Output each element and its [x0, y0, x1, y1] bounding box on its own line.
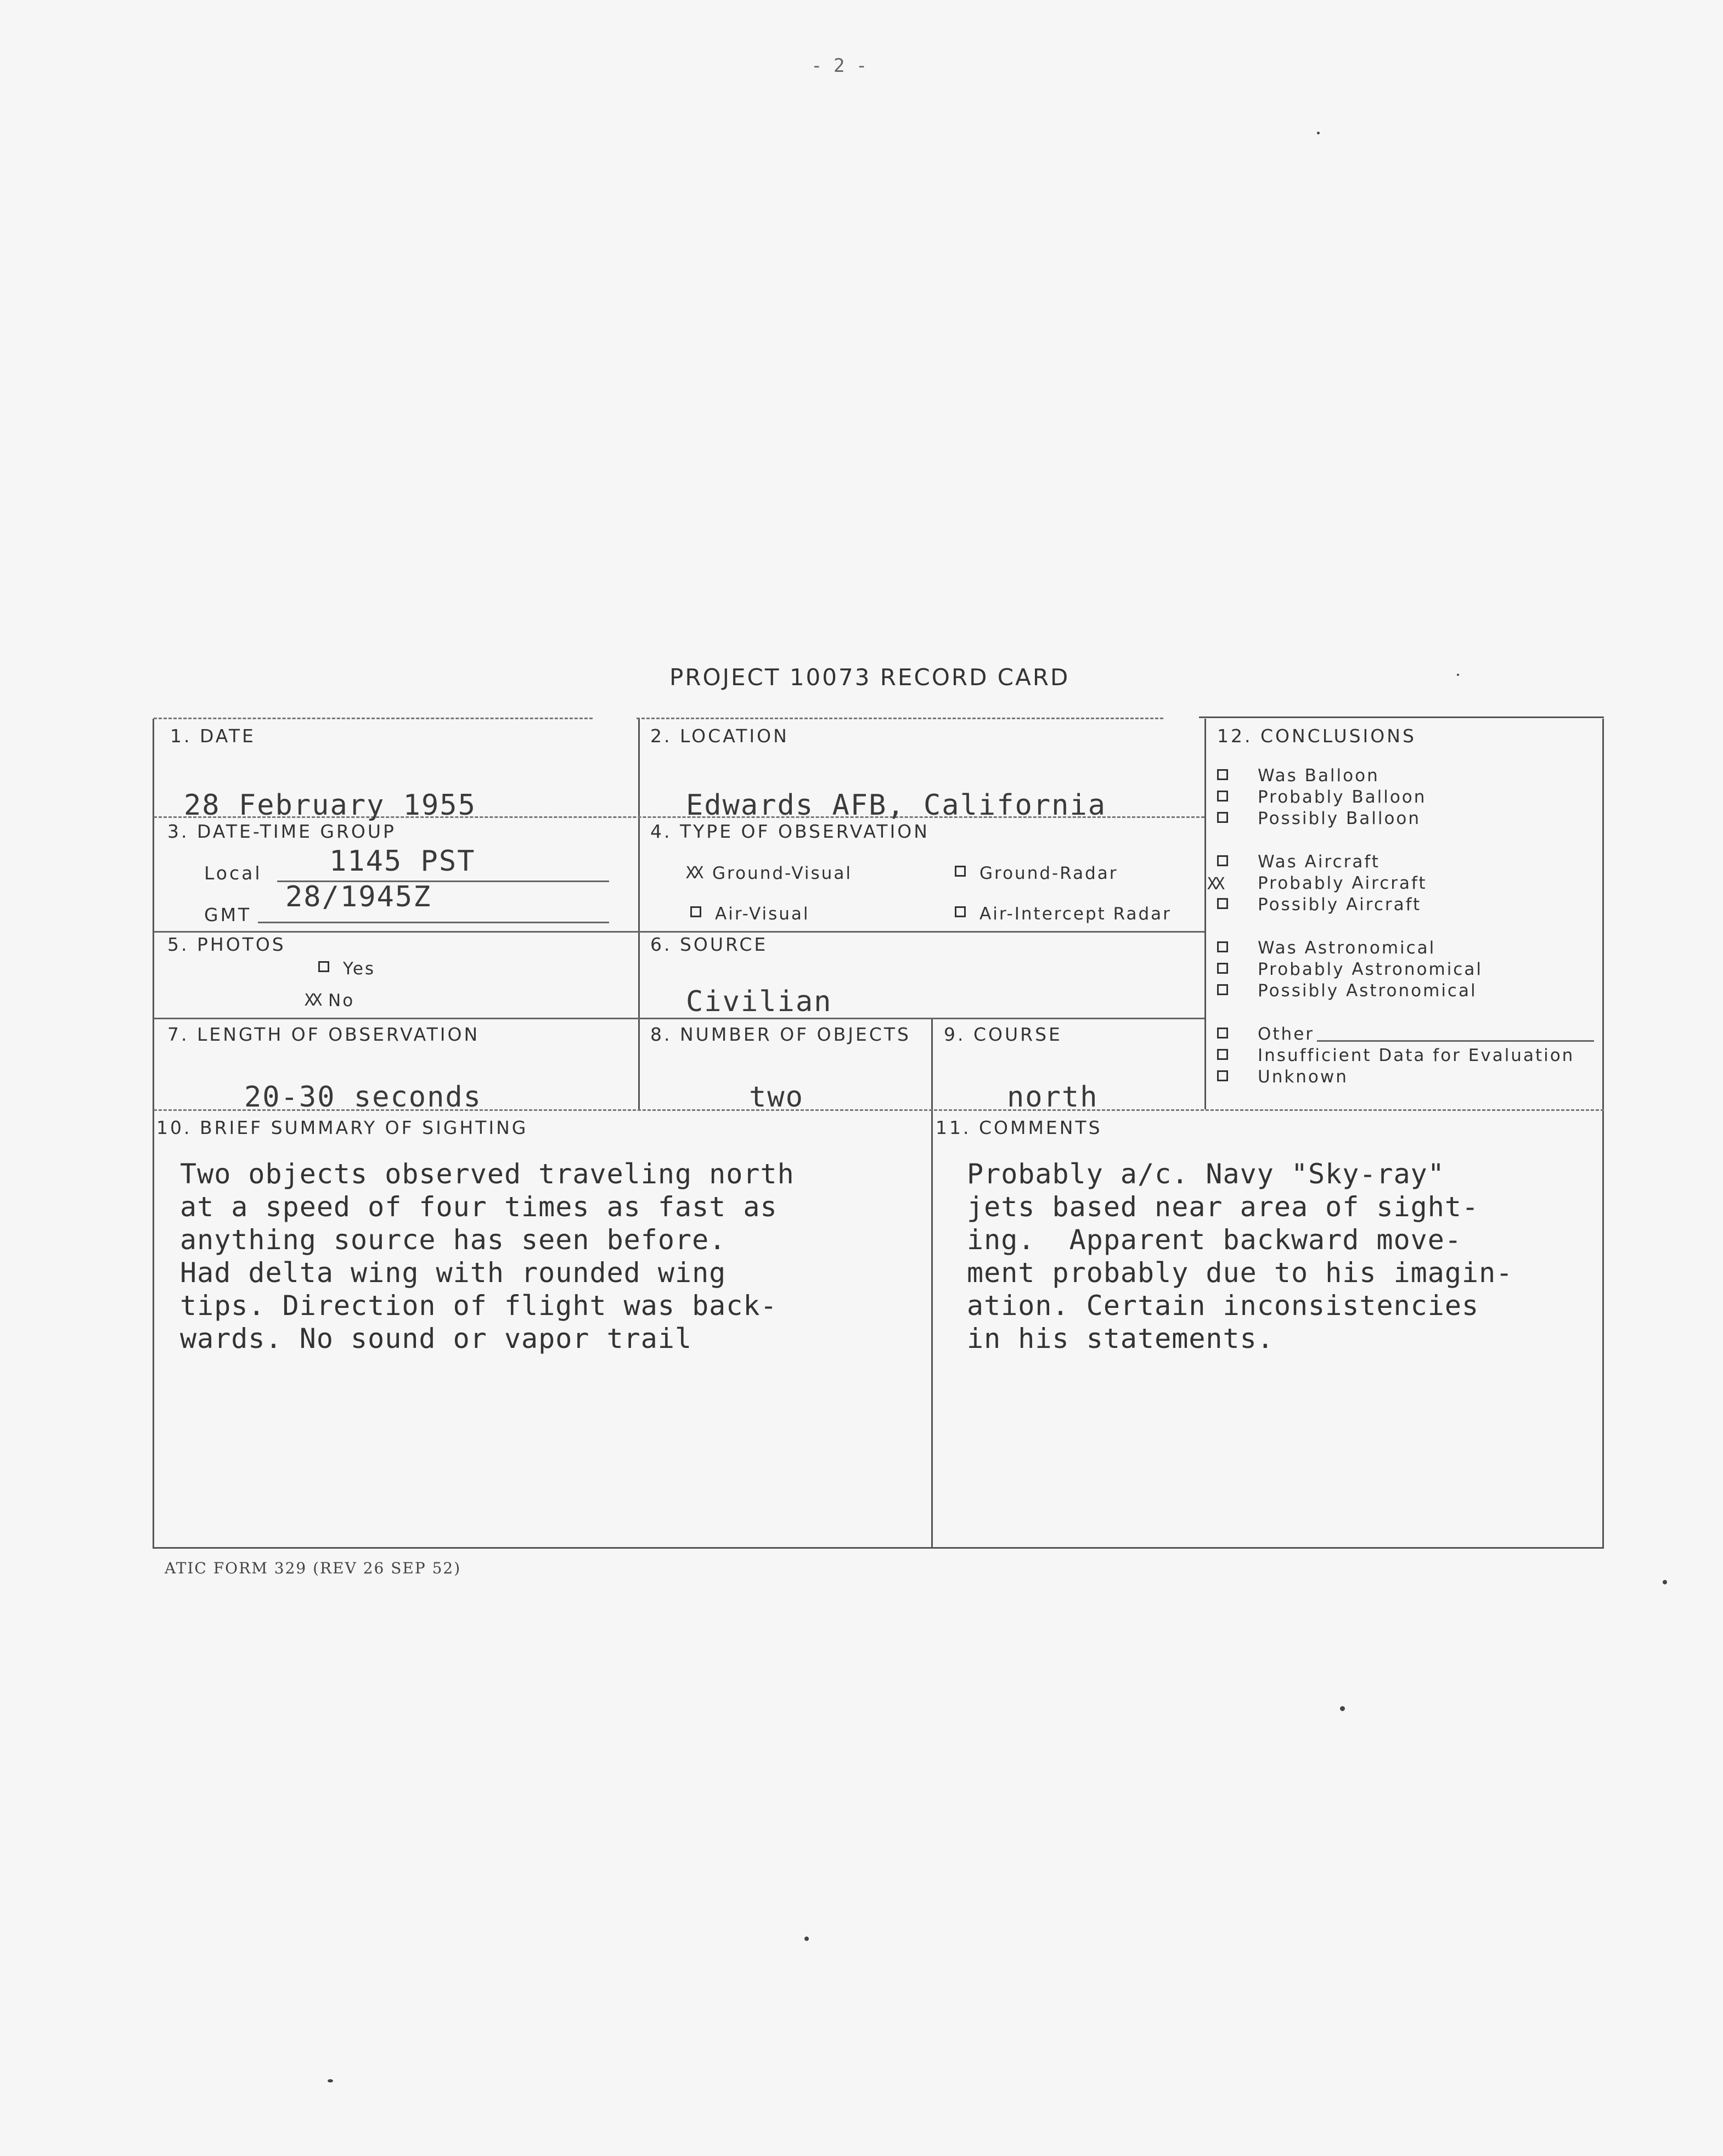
- air-visual-checkbox: [690, 906, 701, 917]
- length-value: 20-30 seconds: [244, 1081, 482, 1114]
- conclusion-checkbox: [1217, 812, 1228, 823]
- conclusion-possibly-aircraft: Possibly Aircraft: [1258, 895, 1422, 915]
- card-title: PROJECT 10073 RECORD CARD: [669, 664, 1070, 691]
- frame-top-left: [154, 718, 593, 719]
- comments-line: ment probably due to his imagin-: [967, 1257, 1513, 1289]
- conclusion-checkbox: [1217, 984, 1228, 995]
- air-intercept-radar-checkbox: [955, 906, 966, 917]
- divider-summary-comments: [931, 1109, 933, 1548]
- scan-speck: [1663, 1580, 1667, 1584]
- location-value: Edwards AFB, California: [686, 789, 1107, 822]
- local-label: Local: [204, 862, 262, 884]
- conclusion-possibly-astronomical: Possibly Astronomical: [1258, 981, 1477, 1001]
- photos-yes-label: Yes: [343, 959, 376, 979]
- scan-speck: [328, 2079, 333, 2082]
- num-objects-value: two: [749, 1081, 804, 1114]
- summary-line: anything source has seen before.: [180, 1224, 727, 1256]
- gmt-underline: [258, 922, 609, 923]
- conclusion-probably-aircraft: Probably Aircraft: [1258, 873, 1427, 893]
- num-objects-label: 8. NUMBER OF OBJECTS: [650, 1024, 911, 1045]
- photos-label: 5. PHOTOS: [167, 934, 286, 955]
- comments-line: ation. Certain inconsistencies: [967, 1290, 1479, 1322]
- source-value: Civilian: [686, 985, 832, 1018]
- summary-label: 10. BRIEF SUMMARY OF SIGHTING: [156, 1117, 528, 1138]
- page-number-mark: - 2 -: [811, 55, 868, 77]
- divider-col1: [638, 719, 640, 1109]
- comments-line: jets based near area of sight-: [967, 1191, 1479, 1223]
- frame-right: [1602, 719, 1604, 1548]
- frame-bottom: [153, 1547, 1604, 1549]
- air-intercept-radar-label: Air-Intercept Radar: [979, 904, 1172, 924]
- date-value: 28 February 1955: [184, 789, 476, 822]
- ground-visual-mark: XX: [686, 863, 702, 883]
- summary-line: Two objects observed traveling north: [180, 1158, 795, 1190]
- row-divider-2: [154, 931, 1204, 933]
- conclusion-unknown: Unknown: [1258, 1067, 1348, 1087]
- source-label: 6. SOURCE: [650, 934, 768, 955]
- row-divider-3: [154, 1018, 1204, 1019]
- conclusion-checkbox: [1217, 769, 1228, 780]
- gmt-label: GMT: [204, 904, 252, 925]
- conclusion-probably-balloon: Probably Balloon: [1258, 787, 1427, 807]
- frame-top-right: [1199, 716, 1604, 718]
- other-underline: [1317, 1040, 1594, 1042]
- local-value: 1145 PST: [329, 845, 476, 878]
- summary-line: Had delta wing with rounded wing: [180, 1257, 727, 1289]
- divider-col-conclusions: [1204, 719, 1206, 1109]
- conclusion-checkbox: [1217, 963, 1228, 974]
- gmt-value: 28/1945Z: [285, 881, 432, 913]
- form-number: ATIC FORM 329 (REV 26 SEP 52): [165, 1559, 461, 1577]
- comments-line: Probably a/c. Navy "Sky-ray": [967, 1158, 1445, 1190]
- comments-label: 11. COMMENTS: [936, 1117, 1102, 1138]
- length-label: 7. LENGTH OF OBSERVATION: [167, 1024, 480, 1045]
- conclusion-checkbox: [1217, 941, 1228, 952]
- frame-top-mid: [637, 718, 1163, 719]
- ground-radar-label: Ground-Radar: [979, 863, 1118, 883]
- scan-speck: [1317, 132, 1320, 134]
- scan-speck: [1340, 1706, 1345, 1711]
- conclusion-checkbox: [1217, 791, 1228, 802]
- frame-left: [153, 719, 154, 1548]
- conclusion-was-astronomical: Was Astronomical: [1258, 938, 1436, 958]
- photos-no-mark: XX: [305, 991, 320, 1010]
- conclusion-was-aircraft: Was Aircraft: [1258, 852, 1380, 872]
- conclusion-probably-astronomical: Probably Astronomical: [1258, 960, 1483, 979]
- dtg-label: 3. DATE-TIME GROUP: [167, 821, 396, 842]
- course-value: north: [1007, 1081, 1099, 1114]
- date-label: 1. DATE: [170, 725, 256, 747]
- conclusion-insufficient-data: Insufficient Data for Evaluation: [1258, 1046, 1575, 1065]
- conclusion-checkbox: [1217, 1049, 1228, 1060]
- course-label: 9. COURSE: [944, 1024, 1062, 1045]
- divider-col-objects: [931, 1018, 933, 1109]
- scan-speck: [804, 1937, 809, 1941]
- conclusion-probably-aircraft-mark: XX: [1207, 874, 1223, 894]
- conclusion-other: Other: [1258, 1024, 1315, 1044]
- photos-no-label: No: [328, 991, 355, 1011]
- summary-line: at a speed of four times as fast as: [180, 1191, 778, 1223]
- comments-line: ing. Apparent backward move-: [967, 1224, 1462, 1256]
- ground-visual-label: Ground-Visual: [712, 863, 852, 883]
- air-visual-label: Air-Visual: [715, 904, 810, 924]
- ground-radar-checkbox: [955, 866, 966, 877]
- conclusion-checkbox: [1217, 855, 1228, 866]
- summary-line: wards. No sound or vapor trail: [180, 1323, 692, 1354]
- conclusion-checkbox: [1217, 1028, 1228, 1039]
- summary-line: tips. Direction of flight was back-: [180, 1290, 778, 1322]
- conclusions-label: 12. CONCLUSIONS: [1217, 725, 1416, 747]
- observation-type-label: 4. TYPE OF OBSERVATION: [650, 821, 930, 842]
- conclusion-checkbox: [1217, 1070, 1228, 1081]
- photos-yes-checkbox: [318, 961, 329, 972]
- conclusion-checkbox: [1217, 898, 1228, 909]
- conclusion-possibly-balloon: Possibly Balloon: [1258, 809, 1421, 828]
- conclusion-was-balloon: Was Balloon: [1258, 766, 1379, 786]
- comments-line: in his statements.: [967, 1323, 1274, 1354]
- scan-speck: [1457, 674, 1459, 676]
- location-label: 2. LOCATION: [650, 725, 789, 747]
